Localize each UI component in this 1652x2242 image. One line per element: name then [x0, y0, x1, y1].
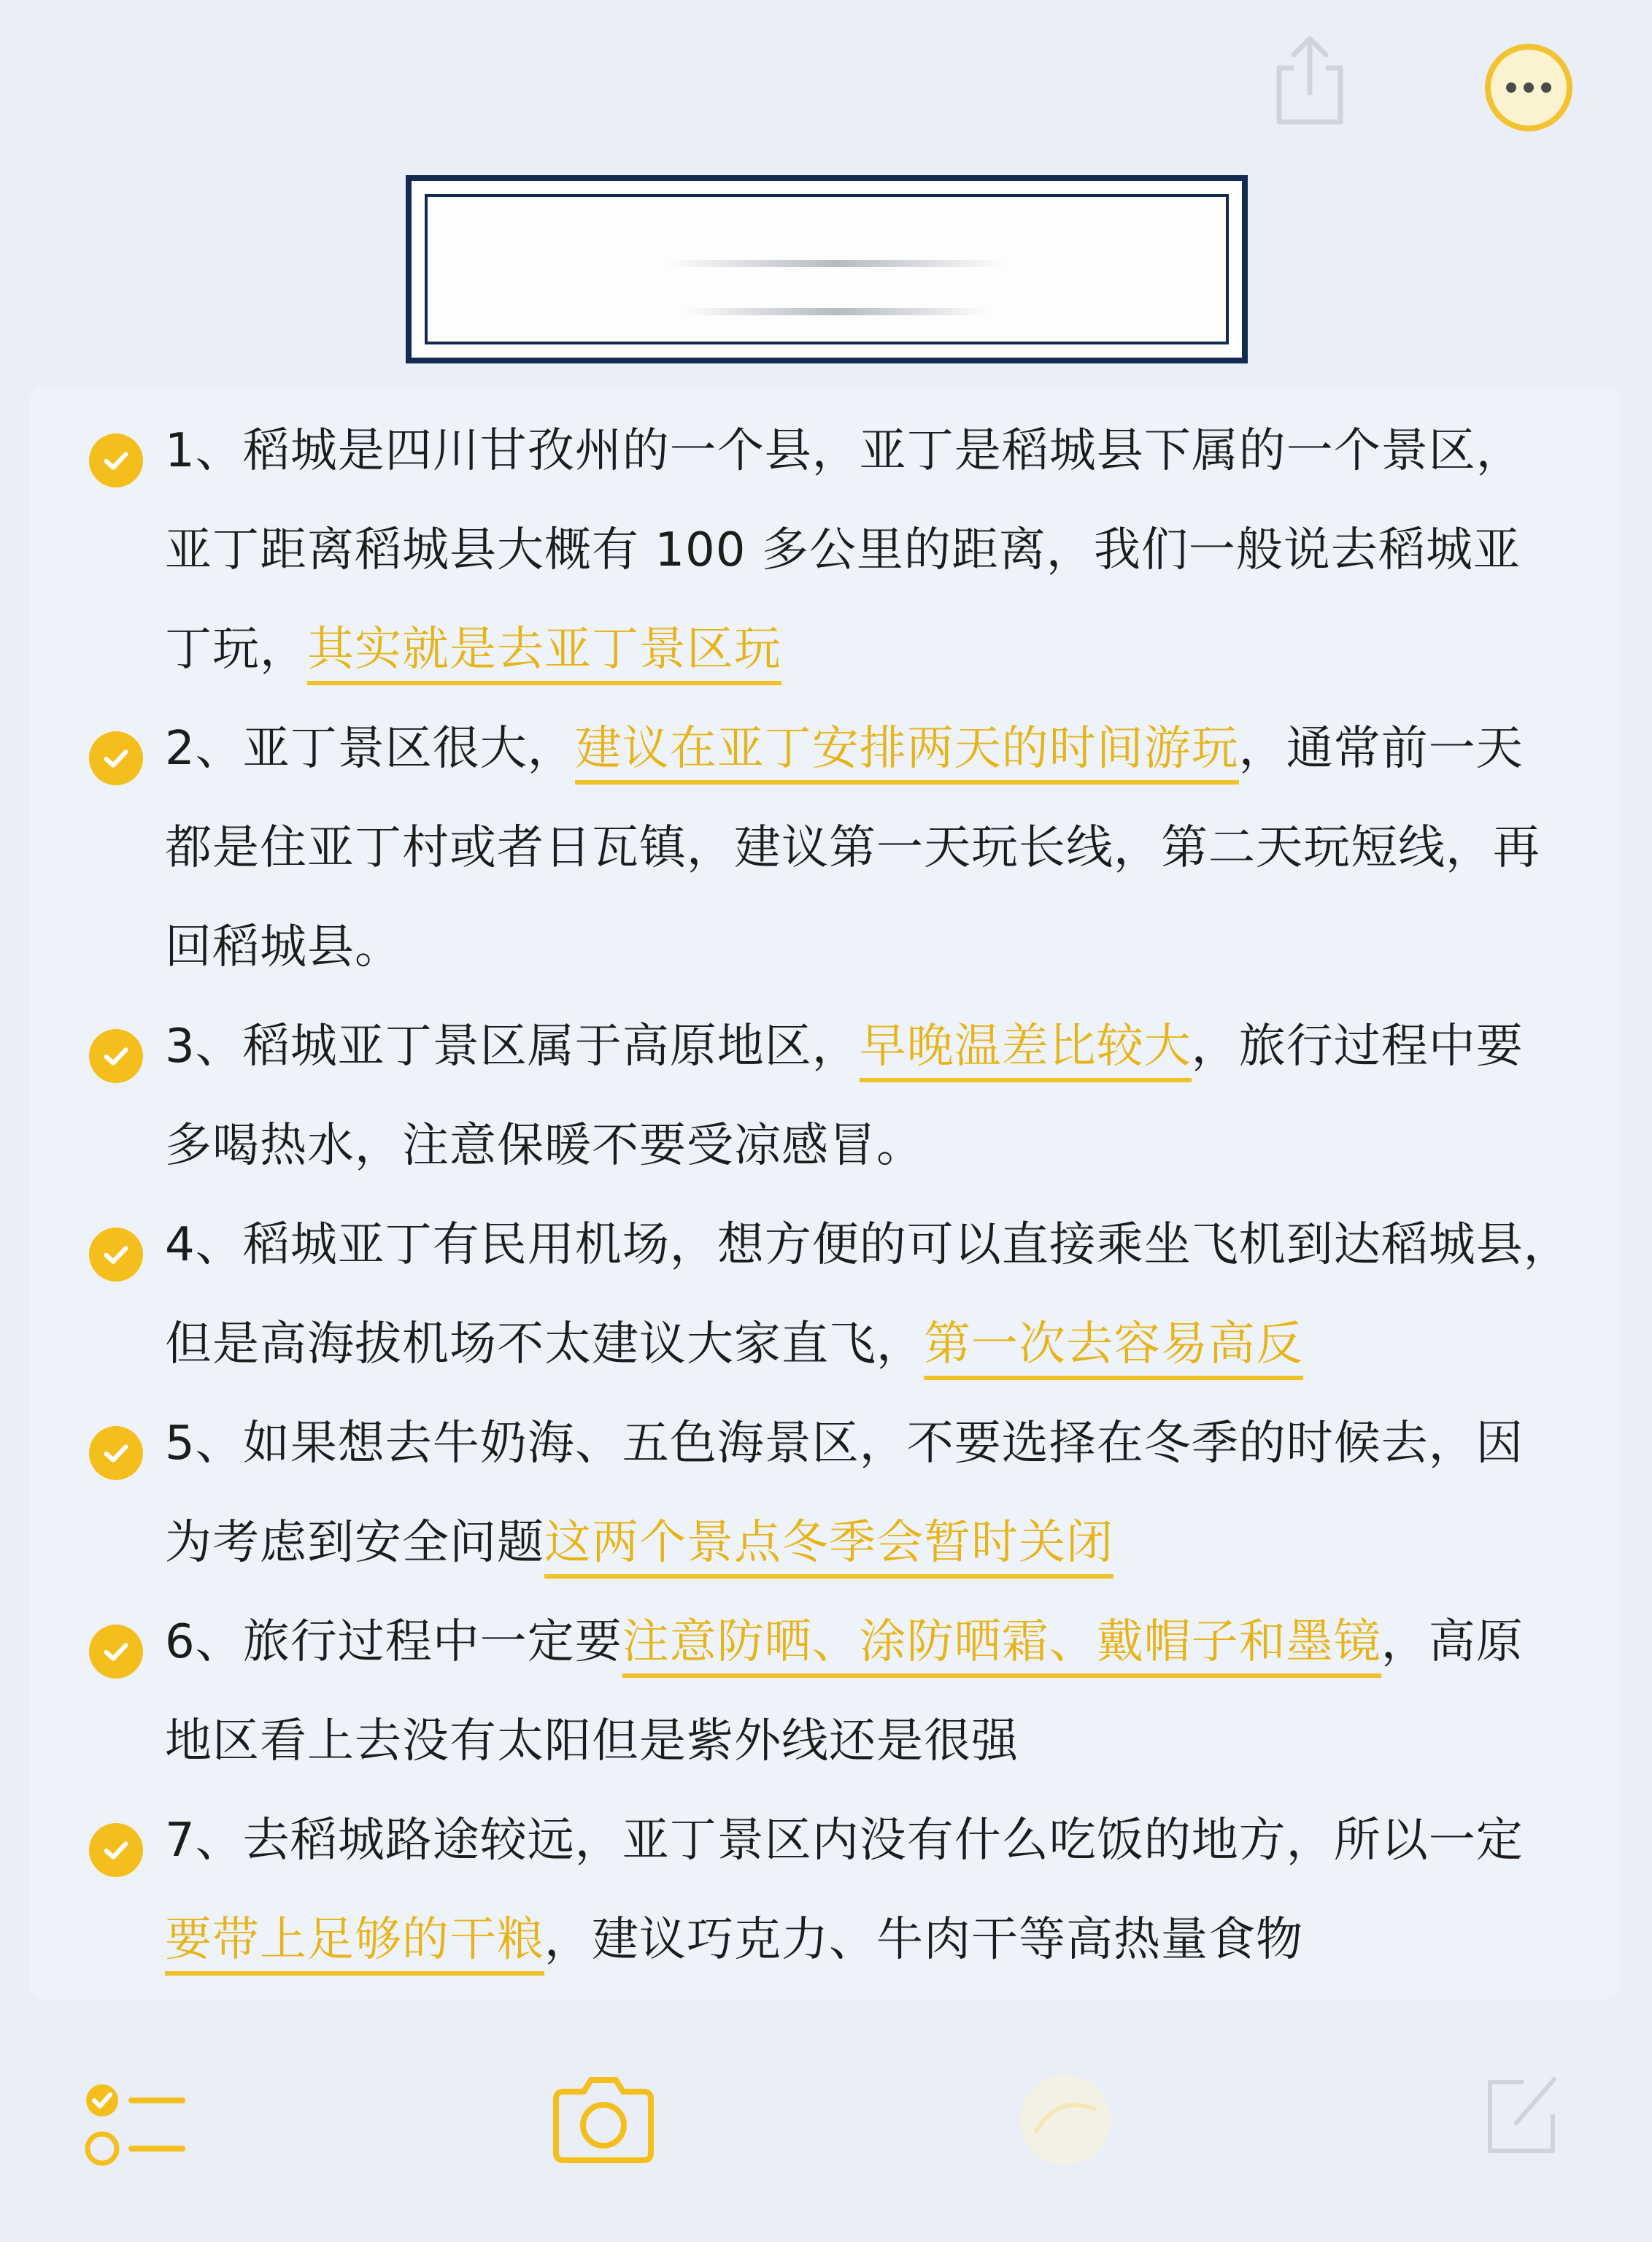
list-item-text: 1、稻城是四川甘孜州的一个县，亚丁是稻城县下属的一个景区， 亚丁距离稻城县大概有 100 多公里的距离，我们一般说去稻城亚 丁玩，其实就是去亚丁景区玩	[165, 401, 1580, 699]
highlighted-text: 这两个景点冬季会暂时关闭	[544, 1516, 1113, 1579]
more-button[interactable]	[1485, 44, 1572, 131]
highlighted-text: 要带上足够的干粮	[165, 1913, 544, 1976]
list-item-text: 4、稻城亚丁有民用机场，想方便的可以直接乘坐飞机到达稻城县， 但是高海拔机场不太建议大家直飞，第一次去容易高反	[165, 1195, 1580, 1394]
note-content	[29, 387, 1620, 2000]
check-circle-icon[interactable]	[89, 1228, 143, 1282]
list-item-text: 5、如果想去牛奶海、五色海景区，不要选择在冬季的时候去，因 为考虑到安全问题这两个景点冬季会暂时关闭	[165, 1394, 1580, 1592]
check-circle-icon[interactable]	[89, 731, 143, 785]
check-circle-icon[interactable]	[89, 1823, 143, 1877]
list-item-text: 2、亚丁景区很大，建议在亚丁安排两天的时间游玩，通常前一天 都是住亚丁村或者日瓦镇，建议第一天玩长线，第二天玩短线，再 回稻城县。	[165, 722, 1540, 974]
blurred-title-line	[668, 260, 1004, 267]
more-icon-dot	[1541, 82, 1551, 93]
highlighted-text: 其实就是去亚丁景区玩	[307, 623, 781, 685]
checklist-icon	[80, 2073, 190, 2175]
check-circle-icon[interactable]	[89, 1426, 143, 1480]
camera-button[interactable]	[549, 2071, 658, 2166]
list-item-text: 6、旅行过程中一定要注意防晒、涂防晒霜、戴帽子和墨镜，高原 地区看上去没有太阳但是紫外线还是很强	[165, 1615, 1524, 1768]
highlighted-text: 注意防晒、涂防晒霜、戴帽子和墨镜	[622, 1615, 1381, 1678]
more-icon-dot	[1524, 82, 1534, 93]
blurred-subtitle-line	[683, 308, 989, 315]
list-item-text: 7、去稻城路途较远，亚丁景区内没有什么吃饭的地方，所以一定 要带上足够的干粮，建议巧克力、牛肉干等高热量食物	[165, 1791, 1580, 1989]
checklist-button[interactable]	[80, 2073, 190, 2175]
check-circle-icon[interactable]	[89, 1625, 143, 1679]
title-frame-inner	[425, 194, 1229, 344]
bottom-toolbar	[0, 2029, 1652, 2242]
compose-button[interactable]	[1481, 2069, 1562, 2157]
list-item-text: 3、稻城亚丁景区属于高原地区，早晚温差比较大，旅行过程中要 多喝热水，注意保暖不要受凉感冒。	[165, 1020, 1524, 1173]
check-circle-icon[interactable]	[89, 1029, 143, 1083]
top-toolbar	[0, 0, 1652, 161]
title-frame	[406, 175, 1248, 363]
compose-icon	[1481, 2069, 1562, 2157]
highlighted-text: 建议在亚丁安排两天的时间游玩	[575, 722, 1239, 785]
more-icon	[1506, 82, 1516, 93]
check-circle-icon[interactable]	[89, 434, 143, 488]
share-button[interactable]	[1270, 29, 1350, 131]
highlighted-text: 早晚温差比较大	[860, 1020, 1192, 1082]
share-icon	[1272, 33, 1348, 128]
highlighted-text: 第一次去容易高反	[924, 1317, 1303, 1380]
draw-icon	[1007, 2065, 1124, 2175]
draw-button[interactable]	[1007, 2065, 1124, 2175]
camera-icon	[549, 2071, 658, 2166]
